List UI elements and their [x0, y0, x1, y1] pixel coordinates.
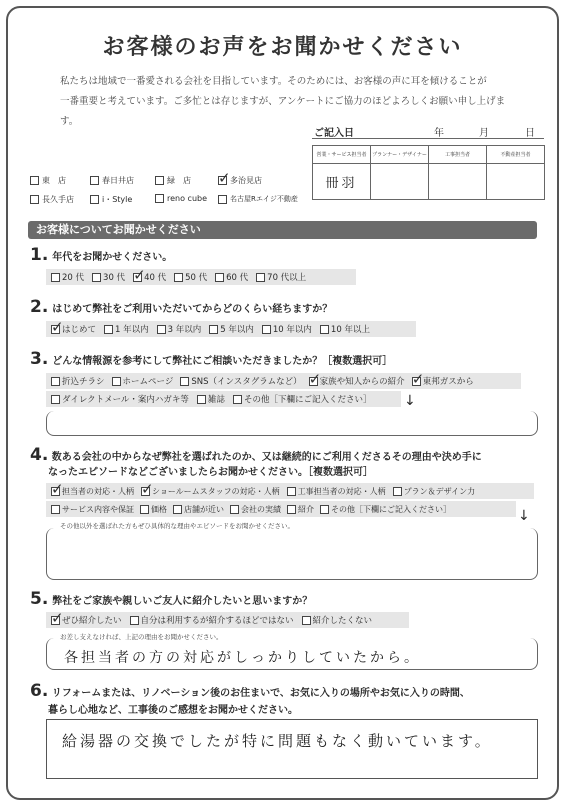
- option-label: 40 代: [144, 273, 167, 283]
- checkbox[interactable]: [302, 616, 311, 625]
- intro-text: [60, 72, 520, 132]
- shop-option[interactable]: [155, 194, 207, 203]
- shop-label: reno cube: [167, 194, 208, 203]
- date-day: 日: [525, 128, 535, 139]
- date-year: 年: [434, 128, 444, 139]
- option-label: 50 代: [185, 273, 208, 283]
- q4-options-row2: [46, 501, 516, 517]
- staff-header: プランナー・デザイナー: [371, 146, 429, 164]
- checkbox[interactable]: [51, 395, 60, 404]
- option[interactable]: [262, 323, 312, 335]
- section-header: お客様についてお聞かせください: [28, 221, 537, 239]
- staff-value-construction[interactable]: [429, 164, 487, 200]
- staff-value-sales[interactable]: 冊羽: [313, 164, 371, 200]
- question-text: どんな情報源を参考にして弊社にご相談いただきましたか？［複数選択可］: [52, 356, 393, 367]
- option[interactable]: [112, 375, 174, 387]
- option-label: 10 年以上: [330, 325, 370, 335]
- option[interactable]: [320, 504, 451, 515]
- option-label: ダイレクトメール・案内ハガキ等: [62, 395, 189, 405]
- question-4: [30, 445, 540, 465]
- q4-options-row1: [46, 483, 534, 499]
- checkbox-checked[interactable]: [412, 377, 421, 386]
- shop-option[interactable]: [155, 175, 191, 186]
- q5-note: お差し支えなければ、上記の理由をお聞かせください。: [60, 633, 223, 641]
- staff-header: 営業・サービス担当者: [313, 146, 371, 164]
- checkbox[interactable]: [209, 325, 218, 334]
- question-number: 5.: [30, 589, 49, 609]
- checkbox-checked[interactable]: [51, 487, 60, 496]
- checkbox[interactable]: [130, 616, 139, 625]
- option-label: サービス内容や保証: [62, 504, 134, 514]
- question-5: [30, 589, 312, 609]
- checkbox[interactable]: [287, 487, 296, 496]
- checkbox[interactable]: [155, 194, 164, 203]
- option-label: 会社の実績: [241, 504, 281, 514]
- option[interactable]: [51, 375, 105, 387]
- option-label: 3 年以内: [167, 325, 202, 335]
- option[interactable]: [92, 271, 125, 283]
- staff-header: 工事担当者: [429, 146, 487, 164]
- intro-line: 私たちは地域で一番愛される会社を目指しています。そのためには、お客様の声に耳を傾けることが: [60, 76, 487, 87]
- checkbox-checked[interactable]: [51, 616, 60, 625]
- checkbox[interactable]: [320, 325, 329, 334]
- question-number: 6.: [30, 681, 49, 701]
- option[interactable]: [233, 393, 372, 405]
- option[interactable]: [230, 504, 281, 515]
- question-number: 2.: [30, 297, 49, 317]
- option[interactable]: [51, 393, 189, 405]
- arrow-down-icon: ↓: [518, 508, 530, 524]
- question-number: 4.: [30, 445, 49, 465]
- option[interactable]: [215, 271, 248, 283]
- q6-handwritten-answer: 給湯器の交換でしたが特に問題もなく動いています。: [62, 732, 493, 750]
- option[interactable]: [51, 614, 122, 626]
- shop-label: 名古屋Rエイジ不動産: [230, 195, 298, 203]
- question-6: [30, 681, 470, 701]
- question-4-line2: なったエピソードなどございましたらお聞かせください。［複数選択可］: [48, 467, 373, 478]
- checkbox[interactable]: [104, 325, 113, 334]
- option[interactable]: [287, 486, 386, 497]
- option-label: ホームページ: [122, 377, 174, 387]
- option-label: 60 代: [226, 273, 249, 283]
- checkbox[interactable]: [197, 395, 206, 404]
- option-label: 家族や知人からの紹介: [319, 377, 405, 387]
- checkbox-checked[interactable]: [141, 487, 150, 496]
- option-label: プラン＆デザイン力: [403, 486, 476, 496]
- q1-options: [46, 269, 356, 285]
- option-label: 価格: [151, 504, 167, 514]
- q5-handwritten-answer: 各担当者の方の対応がしっかりしていたから。: [64, 650, 421, 666]
- option[interactable]: [209, 323, 254, 335]
- shop-label: 長久手店: [42, 195, 74, 204]
- question-2: [30, 297, 332, 317]
- option[interactable]: [287, 504, 314, 515]
- date-underline: [312, 138, 544, 139]
- checkbox[interactable]: [230, 505, 239, 514]
- question-3: [30, 349, 392, 369]
- checkbox[interactable]: [90, 195, 99, 204]
- shop-label: 多治見店: [230, 176, 262, 185]
- option[interactable]: [51, 271, 84, 283]
- arrow-down-icon: ↓: [404, 393, 416, 409]
- page-title: お客様のお声をお聞かせください: [102, 35, 463, 60]
- option-label: 紹介したくない: [312, 616, 373, 626]
- question-text: はじめて弊社をご利用いただいてからどのくらい経ちますか？: [52, 304, 333, 315]
- checkbox[interactable]: [157, 325, 166, 334]
- question-text: 弊社をご家族や親しいご友人に紹介したいと思いますか？: [52, 596, 313, 607]
- option-label: 折込チラシ: [62, 377, 105, 387]
- option[interactable]: [173, 504, 224, 515]
- q2-options: [46, 321, 416, 337]
- checkbox[interactable]: [174, 273, 183, 282]
- option[interactable]: [393, 486, 475, 497]
- option-label: その他［下欄にご記入ください］: [331, 504, 451, 514]
- option-label: 東邦ガスから: [422, 377, 474, 387]
- checkbox-checked[interactable]: [309, 377, 318, 386]
- option-label: ショールームスタッフの対応・人柄: [152, 486, 280, 496]
- option-label: 30 代: [103, 273, 126, 283]
- q3-options-row1: [46, 373, 521, 389]
- question-number: 3.: [30, 349, 49, 369]
- option[interactable]: [51, 504, 134, 515]
- shop-option[interactable]: [30, 175, 66, 186]
- checkbox[interactable]: [155, 176, 164, 185]
- q4-note: その他以外を選ばれた方もぜひ具体的な理由やエピソードをお聞かせください。: [60, 522, 294, 530]
- checkbox[interactable]: [30, 195, 39, 204]
- option[interactable]: [180, 375, 301, 387]
- shop-option[interactable]: [218, 194, 298, 204]
- intro-line: 一番重要と考えています。ご多忙とは存じますが、アンケートにご協力のほどよろしくお願い申し上げます。: [60, 96, 506, 127]
- checkbox[interactable]: [92, 273, 101, 282]
- checkbox[interactable]: [218, 195, 227, 204]
- option-label: 1 年以内: [115, 325, 149, 335]
- option-label: はじめて: [62, 325, 97, 335]
- option[interactable]: [320, 323, 370, 335]
- q3-options-row2: [46, 391, 401, 407]
- option[interactable]: [51, 323, 96, 335]
- date-label: ご記入日: [314, 128, 354, 139]
- staff-header: 不動産担当者: [487, 146, 545, 164]
- checkbox[interactable]: [51, 273, 60, 282]
- option-label: その他［下欄にご記入ください］: [243, 395, 372, 405]
- option-label: 10 年以内: [272, 325, 312, 335]
- q5-options: [46, 612, 409, 628]
- checkbox[interactable]: [112, 377, 121, 386]
- checkbox[interactable]: [173, 505, 182, 514]
- staff-value-realestate[interactable]: [487, 164, 545, 200]
- checkbox[interactable]: [30, 176, 39, 185]
- checkbox[interactable]: [320, 505, 329, 514]
- checkbox[interactable]: [215, 273, 224, 282]
- checkbox[interactable]: [262, 325, 271, 334]
- shop-label: i・Style: [102, 195, 133, 204]
- checkbox-checked[interactable]: [51, 325, 60, 334]
- date-month: 月: [479, 128, 489, 139]
- checkbox[interactable]: [287, 505, 296, 514]
- checkbox[interactable]: [51, 505, 60, 514]
- shop-option[interactable]: [218, 175, 262, 186]
- option[interactable]: [104, 323, 149, 335]
- option-label: SNS（インスタグラムなど）: [191, 377, 302, 387]
- checkbox[interactable]: [51, 377, 60, 386]
- q4-answer-box[interactable]: [46, 528, 538, 580]
- option-label: 担当者の対応・人柄: [62, 486, 134, 496]
- question-6-line2: 暮らし心地など、工事後のご感想をお聞かせください。: [48, 705, 298, 716]
- option[interactable]: [302, 614, 373, 626]
- shop-option[interactable]: [90, 194, 132, 205]
- question-1: [30, 245, 172, 265]
- question-text: リフォームまたは、リノベーション後のお住まいで、お気に入りの場所やお気に入りの時間、: [51, 688, 470, 699]
- checkbox-checked[interactable]: [133, 273, 142, 282]
- option[interactable]: [412, 375, 474, 387]
- option[interactable]: [309, 375, 405, 387]
- checkbox[interactable]: [233, 395, 242, 404]
- shop-label: 緑 店: [167, 176, 191, 185]
- option-label: 20 代: [62, 273, 85, 283]
- checkbox-checked[interactable]: [218, 176, 227, 185]
- option-label: 紹介: [298, 504, 314, 514]
- q3-answer-box[interactable]: [46, 411, 538, 436]
- option[interactable]: [51, 486, 134, 497]
- shop-option[interactable]: [30, 194, 74, 205]
- option[interactable]: [133, 271, 166, 283]
- question-text: 数ある会社の中からなぜ弊社を選ばれたのか、又は継続的にご利用くださるその理由や決め手に: [51, 452, 482, 463]
- staff-table: [312, 145, 545, 200]
- shop-option[interactable]: [90, 175, 134, 186]
- shop-label: 東 店: [42, 176, 66, 185]
- option-label: 雑誌: [207, 395, 225, 405]
- checkbox[interactable]: [90, 176, 99, 185]
- option-label: ぜひ紹介したい: [62, 616, 122, 626]
- option[interactable]: [174, 271, 207, 283]
- option-label: 店舗が近い: [184, 504, 224, 514]
- shop-label: 春日井店: [102, 176, 134, 185]
- option[interactable]: [141, 486, 280, 497]
- checkbox[interactable]: [256, 273, 265, 282]
- checkbox[interactable]: [140, 505, 149, 514]
- question-number: 1.: [30, 245, 49, 265]
- option-label: 自分は利用するが紹介するほどではない: [140, 616, 294, 626]
- option[interactable]: [140, 504, 167, 515]
- option[interactable]: [256, 271, 306, 283]
- staff-value-planner[interactable]: [371, 164, 429, 200]
- checkbox[interactable]: [180, 377, 189, 386]
- option[interactable]: [157, 323, 202, 335]
- option[interactable]: [130, 614, 294, 626]
- option[interactable]: [197, 393, 225, 405]
- option-label: 5 年以内: [220, 325, 254, 335]
- option-label: 工事担当者の対応・人柄: [297, 486, 386, 496]
- question-text: 年代をお聞かせください。: [52, 252, 173, 263]
- option-label: 70 代以上: [267, 273, 307, 283]
- checkbox[interactable]: [393, 487, 402, 496]
